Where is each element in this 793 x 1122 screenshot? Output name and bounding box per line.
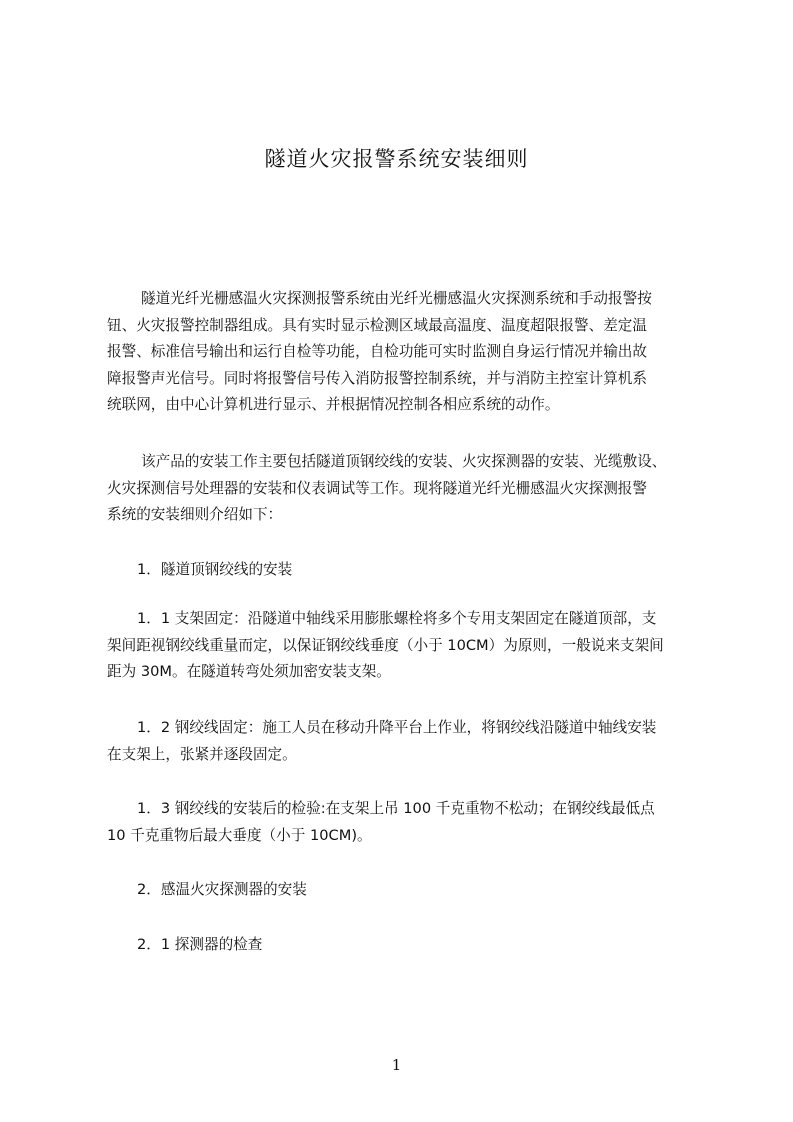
page-number: 1 [391, 1056, 402, 1074]
text-line: 在支架上，张紧并逐段固定。 [107, 745, 297, 763]
document-title: 隧道火灾报警系统安装细则 [264, 147, 529, 171]
text-line: 该产品的安装工作主要包括隧道顶钢绞线的安装、火灾探测器的安装、光缆敷设、 [141, 453, 667, 470]
text-line: 报警、标准信号输出和运行自检等功能，自检功能可实时监测自身运行情况并输出故 [107, 343, 647, 361]
section-1-2-paragraph [107, 715, 707, 768]
text-line: 钮、火灾报警控制器组成。具有实时显示检测区域最高温度、温度超限报警、差定温 [107, 316, 647, 334]
text-line: 隧道光纤光栅感温火灾探测报警系统由光纤光栅感温火灾探测系统和手动报警按 [141, 290, 652, 307]
section-2-heading: 2．感温火灾探测器的安装 [137, 881, 307, 898]
section-1-3-paragraph [107, 796, 707, 849]
text-line: 距为 30M。在隧道转弯处须加密安装支架。 [107, 663, 391, 681]
text-line: 10 千克重物后最大垂度（小于 10CM)。 [107, 826, 372, 844]
text-line: 系统的安装细则介绍如下： [107, 506, 283, 524]
section-1-heading: 1．隧道顶钢绞线的安装 [137, 561, 293, 578]
text-line: 架间距视钢绞线重量而定，以保证钢绞线垂度（小于 10CM）为原则，一般说来支架间 [107, 636, 664, 654]
text-line: 统联网，由中心计算机进行显示、并根据情况控制各相应系统的动作。 [107, 396, 560, 414]
section-1-1-paragraph [107, 606, 707, 686]
text-line: 1．3 钢绞线的安装后的检验:在支架上吊 100 千克重物不松动；在钢绞线最低点 [137, 800, 655, 817]
text-line: 障报警声光信号。同时将报警信号传入消防报警控制系统，并与消防主控室计算机系 [107, 369, 647, 387]
text-line: 1．2 钢绞线固定：施工人员在移动升降平台上作业，将钢绞线沿隧道中轴线安装 [137, 719, 657, 736]
intro-paragraph [107, 286, 707, 419]
scope-paragraph [107, 449, 707, 529]
section-2-1-heading: 2．1 探测器的检查 [137, 936, 263, 953]
text-line: 1．1 支架固定：沿隧道中轴线采用膨胀螺栓将多个专用支架固定在隧道顶部，支 [137, 610, 657, 627]
text-line: 火灾探测信号处理器的安装和仪表调试等工作。现将隧道光纤光栅感温火灾探测报警 [107, 479, 647, 497]
